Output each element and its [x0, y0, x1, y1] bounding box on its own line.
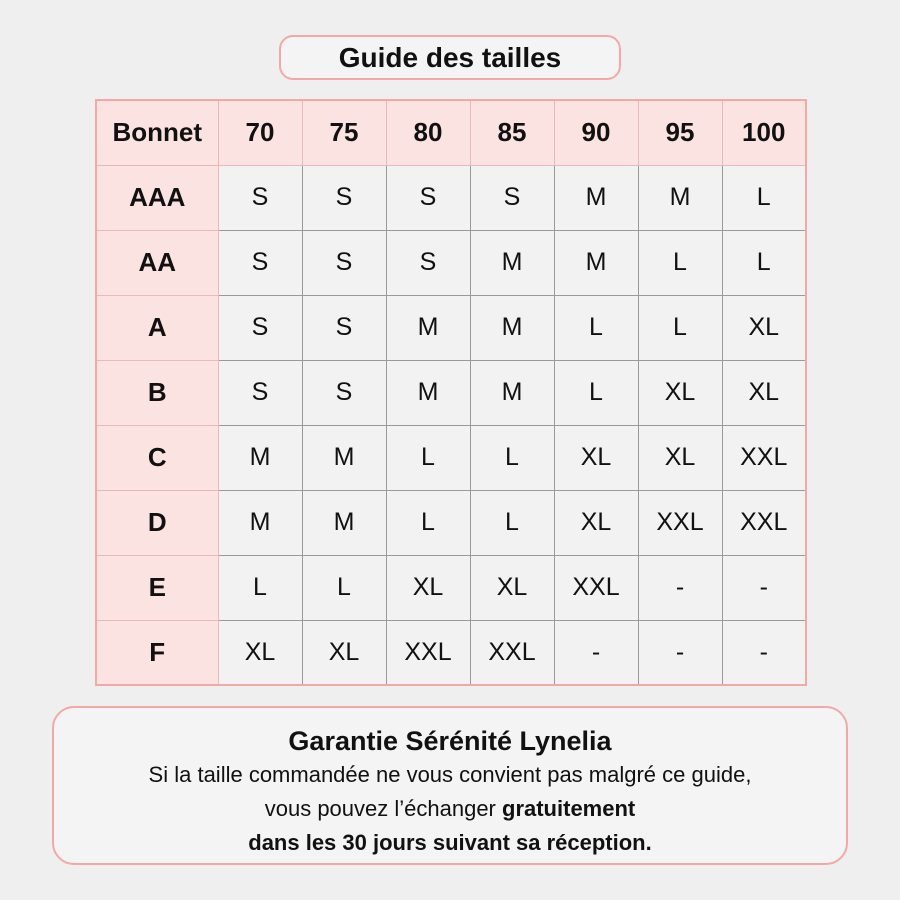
- size-cell: M: [554, 165, 638, 230]
- size-cell: S: [470, 165, 554, 230]
- row-header-cup: E: [96, 555, 218, 620]
- size-cell: M: [470, 295, 554, 360]
- size-cell: M: [470, 360, 554, 425]
- size-cell: S: [302, 360, 386, 425]
- row-header-cup: C: [96, 425, 218, 490]
- size-cell: L: [302, 555, 386, 620]
- size-cell: L: [638, 295, 722, 360]
- header-cell-bonnet: Bonnet: [96, 100, 218, 165]
- size-cell: S: [386, 165, 470, 230]
- size-cell: L: [386, 490, 470, 555]
- table-row: [96, 360, 806, 425]
- size-cell: XL: [302, 620, 386, 685]
- size-cell: M: [470, 230, 554, 295]
- row-header-cup: D: [96, 490, 218, 555]
- size-cell: XL: [218, 620, 302, 685]
- table-row: [96, 165, 806, 230]
- size-cell: M: [386, 295, 470, 360]
- size-cell: XXL: [722, 490, 806, 555]
- header-cell-band-size: 95: [638, 100, 722, 165]
- size-cell: S: [302, 230, 386, 295]
- size-cell: XL: [638, 360, 722, 425]
- size-cell: L: [470, 490, 554, 555]
- size-cell: -: [722, 620, 806, 685]
- size-cell: M: [554, 230, 638, 295]
- table-row: [96, 295, 806, 360]
- size-cell: XXL: [722, 425, 806, 490]
- size-cell: -: [638, 620, 722, 685]
- size-cell: S: [218, 230, 302, 295]
- guarantee-free-emphasis: gratuitement: [502, 796, 636, 821]
- row-header-cup: B: [96, 360, 218, 425]
- header-cell-band-size: 85: [470, 100, 554, 165]
- table-row: [96, 620, 806, 685]
- guarantee-line-1: Si la taille commandée ne vous convient pas malgré ce guide,: [148, 762, 752, 787]
- row-header-cup: AA: [96, 230, 218, 295]
- row-header-cup: A: [96, 295, 218, 360]
- header-cell-band-size: 75: [302, 100, 386, 165]
- size-cell: M: [218, 490, 302, 555]
- header-cell-band-size: 80: [386, 100, 470, 165]
- size-cell: L: [386, 425, 470, 490]
- size-cell: S: [218, 360, 302, 425]
- size-cell: XXL: [554, 555, 638, 620]
- size-cell: XXL: [638, 490, 722, 555]
- size-cell: XL: [722, 295, 806, 360]
- size-guide-table: [95, 99, 807, 686]
- size-cell: M: [218, 425, 302, 490]
- size-cell: S: [218, 295, 302, 360]
- size-cell: -: [554, 620, 638, 685]
- size-cell: XL: [386, 555, 470, 620]
- guarantee-line-2-text: vous pouvez l’échanger: [264, 796, 502, 821]
- size-cell: L: [470, 425, 554, 490]
- size-cell: XL: [554, 490, 638, 555]
- size-cell: M: [386, 360, 470, 425]
- guarantee-line-2: [54, 792, 846, 826]
- size-cell: L: [638, 230, 722, 295]
- header-cell-band-size: 70: [218, 100, 302, 165]
- size-cell: S: [302, 295, 386, 360]
- size-cell: L: [722, 165, 806, 230]
- guarantee-line-3: dans les 30 jours suivant sa réception.: [248, 830, 652, 855]
- size-cell: XXL: [470, 620, 554, 685]
- size-cell: XL: [638, 425, 722, 490]
- header-cell-band-size: 90: [554, 100, 638, 165]
- size-table-body: [96, 100, 806, 685]
- table-row: [96, 425, 806, 490]
- size-cell: S: [386, 230, 470, 295]
- row-header-cup: AAA: [96, 165, 218, 230]
- table-row: [96, 555, 806, 620]
- size-cell: XXL: [386, 620, 470, 685]
- size-cell: L: [218, 555, 302, 620]
- guarantee-title: Garantie Sérénité Lynelia: [288, 726, 612, 756]
- table-header-row: [96, 100, 806, 165]
- guarantee-box: [52, 706, 848, 865]
- size-cell: L: [722, 230, 806, 295]
- size-cell: M: [638, 165, 722, 230]
- size-cell: S: [302, 165, 386, 230]
- header-cell-band-size: 100: [722, 100, 806, 165]
- size-cell: -: [638, 555, 722, 620]
- table-row: [96, 230, 806, 295]
- size-cell: M: [302, 490, 386, 555]
- size-cell: L: [554, 360, 638, 425]
- size-cell: XL: [470, 555, 554, 620]
- table-row: [96, 490, 806, 555]
- size-cell: S: [218, 165, 302, 230]
- size-cell: XL: [554, 425, 638, 490]
- size-cell: L: [554, 295, 638, 360]
- page-title: Guide des tailles: [279, 35, 621, 80]
- size-cell: -: [722, 555, 806, 620]
- size-cell: M: [302, 425, 386, 490]
- size-cell: XL: [722, 360, 806, 425]
- row-header-cup: F: [96, 620, 218, 685]
